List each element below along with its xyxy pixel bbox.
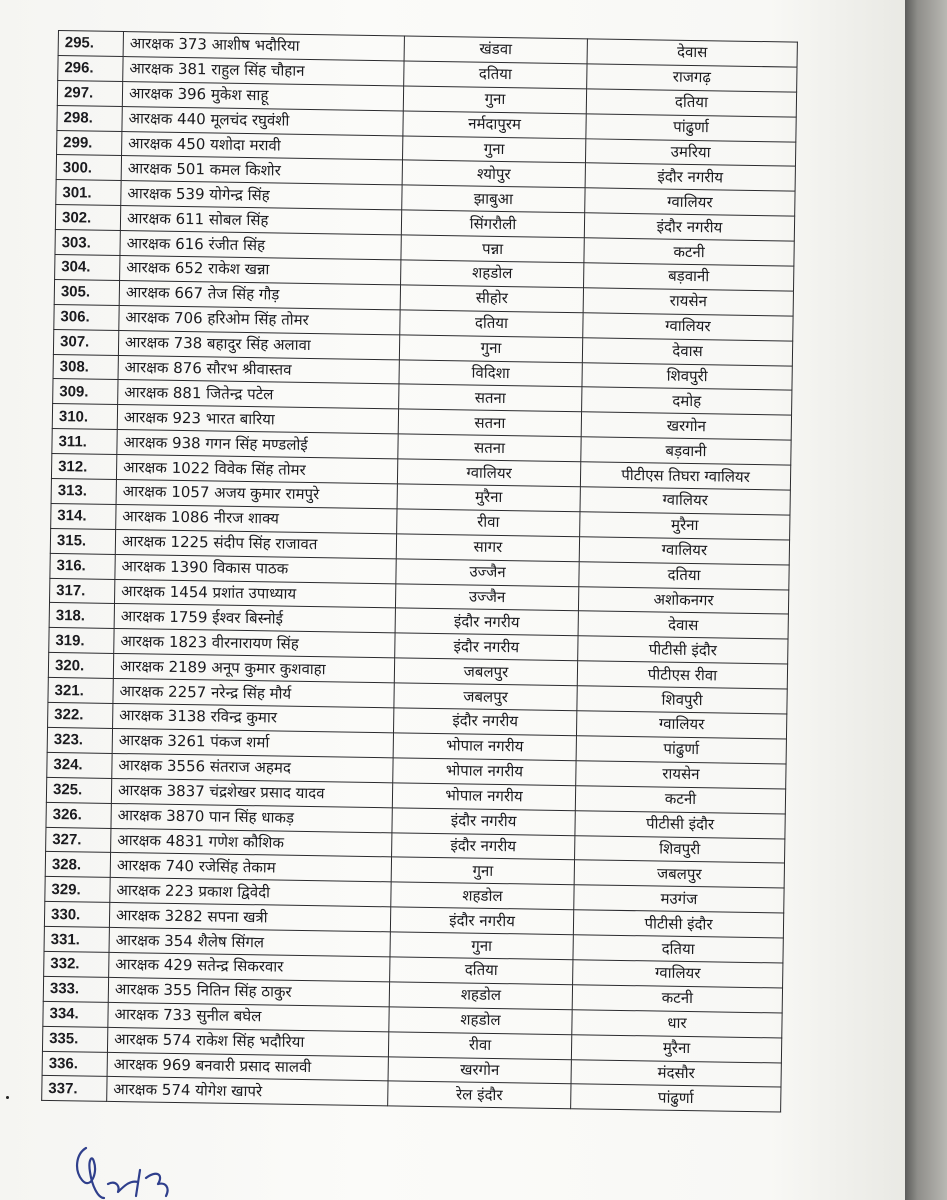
serial-number: 295. bbox=[58, 31, 123, 57]
new-posting: मउगंज bbox=[574, 885, 784, 913]
current-posting: श्योपुर bbox=[402, 160, 585, 188]
new-posting: दतिया bbox=[573, 935, 783, 963]
serial-number: 323. bbox=[47, 727, 112, 753]
serial-number: 337. bbox=[42, 1076, 107, 1102]
employee-name: आरक्षक 3837 चंद्रशेखर प्रसाद यादव bbox=[111, 778, 392, 807]
new-posting: शिवपुरी bbox=[582, 362, 792, 390]
current-posting: सीहोर bbox=[400, 285, 583, 313]
employee-name: आरक्षक 2189 अनूप कुमार कुशवाहा bbox=[113, 654, 394, 683]
current-posting: शहडोल bbox=[389, 1007, 572, 1035]
serial-number: 331. bbox=[44, 926, 109, 952]
current-posting: सतना bbox=[398, 434, 581, 462]
employee-name: आरक्षक 4831 गणेश कौशिक bbox=[111, 828, 392, 857]
current-posting: दतिया bbox=[404, 61, 587, 89]
new-posting: शिवपुरी bbox=[577, 686, 787, 714]
employee-name: आरक्षक 969 बनवारी प्रसाद सालवी bbox=[107, 1052, 388, 1081]
new-posting: कटनी bbox=[575, 785, 785, 813]
serial-number: 303. bbox=[55, 230, 120, 256]
serial-number: 336. bbox=[42, 1051, 107, 1077]
employee-name: आरक्षक 3282 सपना खत्री bbox=[109, 903, 390, 932]
new-posting: मुरैना bbox=[580, 512, 790, 540]
new-posting: उमरिया bbox=[585, 138, 795, 166]
employee-name: आरक्षक 1454 प्रशांत उपाध्याय bbox=[114, 579, 395, 608]
new-posting: बड़वानी bbox=[584, 263, 794, 291]
new-posting: रायसेन bbox=[576, 761, 786, 789]
current-posting: इंदौर नगरीय bbox=[392, 832, 575, 860]
employee-name: आरक्षक 1086 नीरज शाक्य bbox=[116, 504, 397, 533]
serial-number: 314. bbox=[51, 503, 116, 529]
employee-name: आरक्षक 3556 संतराज अहमद bbox=[112, 753, 393, 782]
serial-number: 304. bbox=[55, 254, 120, 280]
employee-name: आरक्षक 1823 वीरनारायण सिंह bbox=[114, 629, 395, 658]
current-posting: इंदौर नगरीय bbox=[395, 608, 578, 636]
employee-name: आरक्षक 2257 नरेन्द्र सिंह मौर्य bbox=[113, 679, 394, 708]
employee-name: आरक्षक 923 भारत बारिया bbox=[117, 405, 398, 434]
employee-name: आरक्षक 1759 ईश्वर बिस्नोई bbox=[114, 604, 395, 633]
current-posting: सतना bbox=[399, 384, 582, 412]
serial-number: 332. bbox=[44, 951, 109, 977]
new-posting: खरगोन bbox=[581, 412, 791, 440]
serial-number: 316. bbox=[50, 553, 115, 579]
current-posting: शहडोल bbox=[391, 882, 574, 910]
employee-name: आरक्षक 3870 पान सिंह धाकड़ bbox=[111, 803, 392, 832]
employee-name: आरक्षक 706 हरिओम सिंह तोमर bbox=[119, 305, 400, 334]
employee-name: आरक्षक 3261 पंकज शर्मा bbox=[112, 728, 393, 757]
new-posting: दमोह bbox=[582, 387, 792, 415]
serial-number: 313. bbox=[51, 478, 116, 504]
serial-number: 334. bbox=[43, 1001, 108, 1027]
current-posting: इंदौर नगरीय bbox=[392, 807, 575, 835]
employee-name: आरक्षक 574 राकेश सिंह भदौरिया bbox=[107, 1027, 388, 1056]
employee-name: आरक्षक 652 राकेश खन्ना bbox=[120, 256, 401, 285]
new-posting: ग्वालियर bbox=[583, 313, 793, 341]
ink-dot bbox=[6, 1096, 9, 1099]
serial-number: 335. bbox=[42, 1026, 107, 1052]
serial-number: 317. bbox=[49, 578, 114, 604]
new-posting: मंदसौर bbox=[571, 1059, 781, 1087]
current-posting: सिंगरौली bbox=[401, 210, 584, 238]
current-posting: मुरैना bbox=[397, 484, 580, 512]
new-posting: पांढुर्णा bbox=[586, 113, 796, 141]
new-posting: कटनी bbox=[584, 238, 794, 266]
serial-number: 315. bbox=[50, 528, 115, 554]
serial-number: 319. bbox=[49, 628, 114, 654]
employee-name: आरक्षक 1022 विवेक सिंह तोमर bbox=[116, 455, 397, 484]
current-posting: जबलपुर bbox=[394, 658, 577, 686]
new-posting: मुरैना bbox=[571, 1034, 781, 1062]
current-posting: शहडोल bbox=[401, 260, 584, 288]
current-posting: इंदौर नगरीय bbox=[390, 907, 573, 935]
employee-name: आरक्षक 450 यशोदा मरावी bbox=[122, 131, 403, 160]
new-posting: दतिया bbox=[586, 89, 796, 117]
employee-name: आरक्षक 501 कमल किशोर bbox=[121, 156, 402, 185]
current-posting: गुना bbox=[399, 335, 582, 363]
current-posting: गुना bbox=[402, 135, 585, 163]
serial-number: 322. bbox=[48, 702, 113, 728]
current-posting: नर्मदापुरम bbox=[403, 111, 586, 139]
serial-number: 309. bbox=[53, 379, 118, 405]
serial-number: 296. bbox=[58, 55, 123, 81]
current-posting: खंडवा bbox=[404, 36, 587, 64]
employee-name: आरक्षक 1390 विकास पाठक bbox=[115, 554, 396, 583]
current-posting: झाबुआ bbox=[402, 185, 585, 213]
serial-number: 307. bbox=[53, 329, 118, 355]
current-posting: रीवा bbox=[397, 509, 580, 537]
current-posting: उज्जैन bbox=[396, 559, 579, 587]
serial-number: 312. bbox=[51, 454, 116, 480]
serial-number: 330. bbox=[44, 902, 109, 928]
new-posting: ग्वालियर bbox=[585, 188, 795, 216]
serial-number: 311. bbox=[52, 429, 117, 455]
current-posting: भोपाल नगरीय bbox=[393, 758, 576, 786]
new-posting: पीटीसी इंदौर bbox=[573, 910, 783, 938]
current-posting: दतिया bbox=[390, 957, 573, 985]
employee-name: आरक्षक 381 राहुल सिंह चौहान bbox=[123, 56, 404, 85]
employee-name: आरक्षक 667 तेज सिंह गौड़ bbox=[119, 280, 400, 309]
employee-name: आरक्षक 373 आशीष भदौरिया bbox=[123, 32, 404, 61]
employee-name: आरक्षक 738 बहादुर सिंह अलावा bbox=[118, 330, 399, 359]
employee-name: आरक्षक 355 नितिन सिंह ठाकुर bbox=[108, 977, 389, 1006]
serial-number: 298. bbox=[57, 105, 122, 131]
background-edge bbox=[905, 0, 947, 1200]
employee-name: आरक्षक 938 गगन सिंह मण्डलोई bbox=[117, 430, 398, 459]
current-posting: सतना bbox=[398, 409, 581, 437]
new-posting: बड़वानी bbox=[581, 437, 791, 465]
employee-name: आरक्षक 616 रंजीत सिंह bbox=[120, 231, 401, 260]
new-posting: पीटीएस रीवा bbox=[577, 661, 787, 689]
current-posting: विदिशा bbox=[399, 359, 582, 387]
current-posting: भोपाल नगरीय bbox=[392, 783, 575, 811]
serial-number: 301. bbox=[56, 180, 121, 206]
new-posting: ग्वालियर bbox=[573, 960, 783, 988]
employee-name: आरक्षक 1225 संदीप सिंह राजावत bbox=[115, 529, 396, 558]
new-posting: जबलपुर bbox=[574, 860, 784, 888]
serial-number: 302. bbox=[55, 205, 120, 231]
current-posting: शहडोल bbox=[389, 982, 572, 1010]
employee-name: आरक्षक 1057 अजय कुमार रामपुरे bbox=[116, 480, 397, 509]
serial-number: 320. bbox=[48, 653, 113, 679]
current-posting: ग्वालियर bbox=[397, 459, 580, 487]
employee-name: आरक्षक 354 शैलेष सिंगल bbox=[109, 927, 390, 956]
serial-number: 325. bbox=[46, 777, 111, 803]
signature bbox=[68, 1140, 198, 1200]
new-posting: राजगढ़ bbox=[587, 64, 797, 92]
current-posting: गुना bbox=[403, 86, 586, 114]
serial-number: 328. bbox=[45, 852, 110, 878]
new-posting: ग्वालियर bbox=[576, 711, 786, 739]
serial-number: 324. bbox=[47, 752, 112, 778]
new-posting: धार bbox=[572, 1009, 782, 1037]
serial-number: 310. bbox=[52, 404, 117, 430]
current-posting: रेल इंदौर bbox=[388, 1081, 571, 1109]
new-posting: इंदौर नगरीय bbox=[585, 163, 795, 191]
serial-number: 308. bbox=[53, 354, 118, 380]
current-posting: इंदौर नगरीय bbox=[395, 633, 578, 661]
new-posting: देवास bbox=[587, 39, 797, 67]
new-posting: पांढुर्णा bbox=[576, 736, 786, 764]
current-posting: जबलपुर bbox=[394, 683, 577, 711]
current-posting: सागर bbox=[396, 534, 579, 562]
current-posting: भोपाल नगरीय bbox=[393, 733, 576, 761]
current-posting: खरगोन bbox=[388, 1056, 571, 1084]
employee-name: आरक्षक 740 रजेसिंह तेकाम bbox=[110, 853, 391, 882]
serial-number: 305. bbox=[54, 279, 119, 305]
serial-number: 327. bbox=[46, 827, 111, 853]
new-posting: ग्वालियर bbox=[580, 487, 790, 515]
employee-name: आरक्षक 440 मूलचंद रघुवंशी bbox=[122, 106, 403, 135]
new-posting: अशोकनगर bbox=[578, 586, 788, 614]
current-posting: उज्जैन bbox=[395, 583, 578, 611]
new-posting: देवास bbox=[582, 337, 792, 365]
current-posting: गुना bbox=[391, 857, 574, 885]
serial-number: 297. bbox=[57, 80, 122, 106]
serial-number: 321. bbox=[48, 678, 113, 704]
current-posting: पन्ना bbox=[401, 235, 584, 263]
current-posting: इंदौर नगरीय bbox=[394, 708, 577, 736]
serial-number: 333. bbox=[43, 976, 108, 1002]
employee-name: आरक्षक 733 सुनील बघेल bbox=[108, 1002, 389, 1031]
current-posting: दतिया bbox=[400, 310, 583, 338]
employee-name: आरक्षक 223 प्रकाश द्विवेदी bbox=[110, 878, 391, 907]
serial-number: 306. bbox=[54, 304, 119, 330]
employee-name: आरक्षक 539 योगेन्द्र सिंह bbox=[121, 181, 402, 210]
new-posting: रायसेन bbox=[583, 288, 793, 316]
serial-number: 299. bbox=[57, 130, 122, 156]
new-posting: दतिया bbox=[579, 561, 789, 589]
current-posting: रीवा bbox=[388, 1031, 571, 1059]
new-posting: शिवपुरी bbox=[575, 835, 785, 863]
employee-name: आरक्षक 574 योगेश खापरे bbox=[107, 1077, 388, 1106]
serial-number: 300. bbox=[56, 155, 121, 181]
transfer-list-body bbox=[42, 31, 798, 1113]
serial-number: 329. bbox=[45, 877, 110, 903]
new-posting: कटनी bbox=[572, 985, 782, 1013]
serial-number: 326. bbox=[46, 802, 111, 828]
transfer-list-table bbox=[41, 30, 798, 1113]
new-posting: पांढुर्णा bbox=[571, 1084, 781, 1112]
new-posting: ग्वालियर bbox=[579, 537, 789, 565]
serial-number: 318. bbox=[49, 603, 114, 629]
current-posting: गुना bbox=[390, 932, 573, 960]
employee-name: आरक्षक 3138 रविन्द्र कुमार bbox=[113, 703, 394, 732]
employee-name: आरक्षक 881 जितेन्द्र पटेल bbox=[118, 380, 399, 409]
new-posting: इंदौर नगरीय bbox=[584, 213, 794, 241]
new-posting: पीटीसी इंदौर bbox=[575, 810, 785, 838]
new-posting: पीटीसी इंदौर bbox=[578, 636, 788, 664]
employee-name: आरक्षक 429 सतेन्द्र सिकरवार bbox=[109, 952, 390, 981]
employee-name: आरक्षक 396 मुकेश साहू bbox=[122, 81, 403, 110]
new-posting: पीटीएस तिघरा ग्वालियर bbox=[580, 462, 790, 490]
new-posting: देवास bbox=[578, 611, 788, 639]
employee-name: आरक्षक 611 सोबल सिंह bbox=[120, 206, 401, 235]
employee-name: आरक्षक 876 सौरभ श्रीवास्तव bbox=[118, 355, 399, 384]
